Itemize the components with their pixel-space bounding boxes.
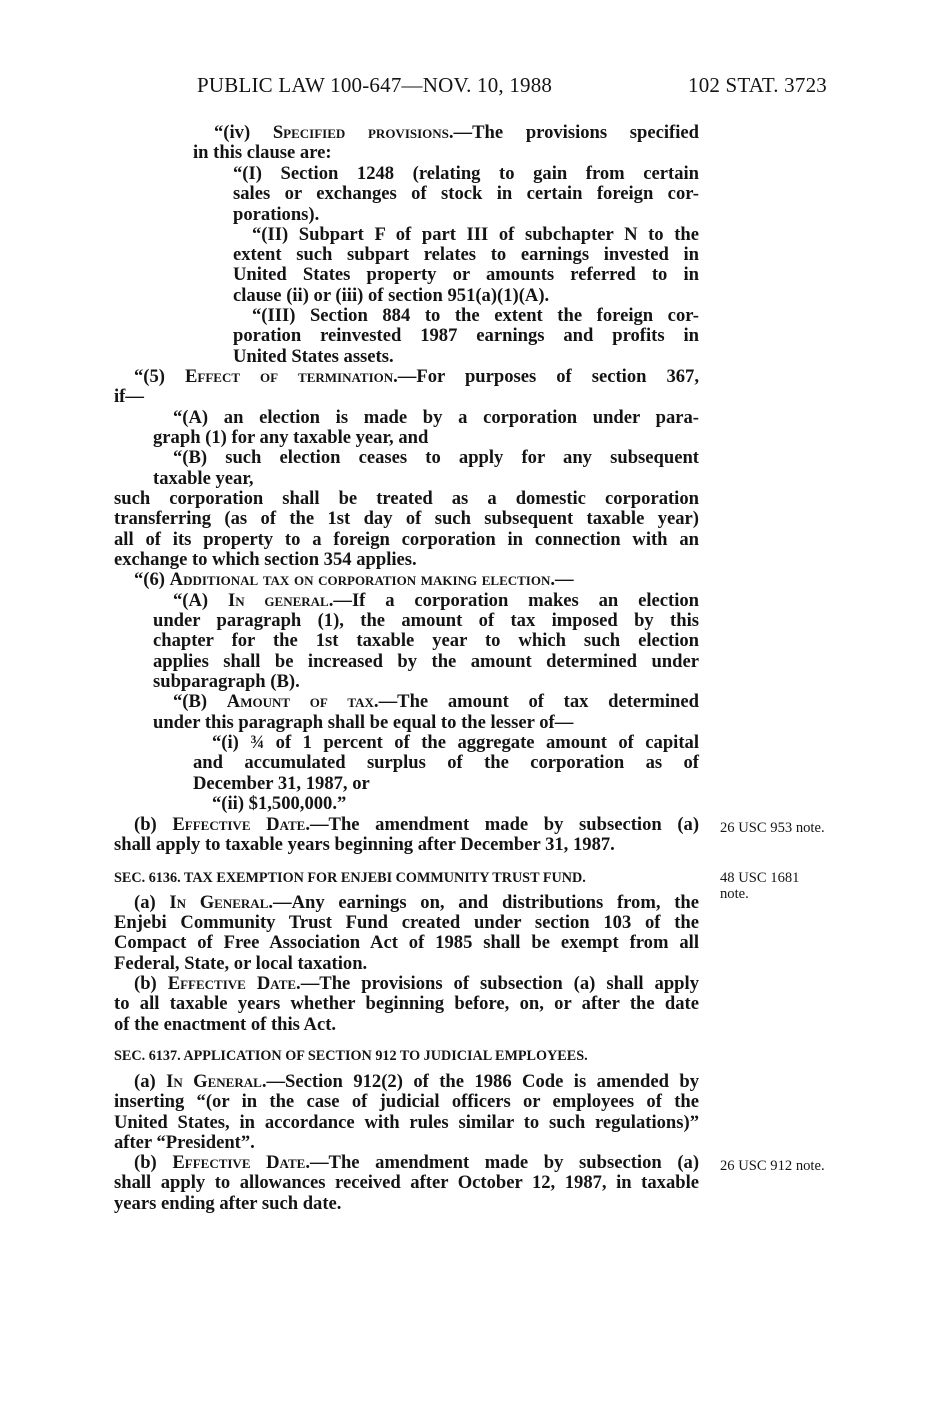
text-line: “(B) Amount of tax.—The amount of tax determined	[173, 691, 699, 712]
text-line: “(ii) $1,500,000.”	[212, 793, 347, 814]
text-line: Compact of Free Association Act of 1985 shall be exempt from all	[114, 932, 699, 953]
running-header-right: 102 STAT. 3723	[688, 73, 827, 97]
text-line: after “President”.	[114, 1132, 255, 1153]
text-line: porations).	[233, 204, 320, 225]
text-line: clause (ii) or (iii) of section 951(a)(1)(A).	[233, 285, 550, 306]
text-line: to all taxable years whether beginning before, on, or after the date	[114, 993, 699, 1014]
text-line: “(A) an election is made by a corporation under para-	[173, 407, 699, 428]
text-line: Federal, State, or local taxation.	[114, 953, 368, 974]
text-line: (a) In General.—Any earnings on, and distributions from, the	[134, 892, 699, 913]
section-heading-6137: SEC. 6137. APPLICATION OF SECTION 912 TO JUDICIAL EMPLOYEES.	[114, 1048, 588, 1064]
text-line: “(III) Section 884 to the extent the foreign cor-	[252, 305, 699, 326]
text-line: (a) In General.—Section 912(2) of the 1986 Code is amended by	[134, 1071, 699, 1092]
text-line: under this paragraph shall be equal to the lesser of—	[153, 712, 574, 733]
text-line: United States assets.	[233, 346, 394, 367]
text-line: applies shall be increased by the amount determined under	[153, 651, 699, 672]
margin-note: 26 USC 953 note.	[720, 820, 825, 836]
text-line: poration reinvested 1987 earnings and profits in	[233, 325, 699, 346]
running-header-left: PUBLIC LAW 100-647—NOV. 10, 1988	[197, 73, 553, 97]
text-line: inserting “(or in the case of judicial officers or employees of the	[114, 1091, 699, 1112]
text-line: “(6) Additional tax on corporation making election.—	[134, 569, 574, 590]
section-heading-6136: SEC. 6136. TAX EXEMPTION FOR ENJEBI COMMUNITY TRUST FUND.	[114, 870, 586, 886]
text-line: if—	[114, 386, 144, 407]
text-line: “(iv) Specified provisions.—The provisions specified	[214, 122, 700, 143]
text-line: “(II) Subpart F of part III of subchapter N to the	[252, 224, 699, 245]
margin-note: 26 USC 912 note.	[720, 1158, 825, 1174]
text-line: subparagraph (B).	[153, 671, 300, 692]
text-line: United States property or amounts referred to in	[233, 264, 699, 285]
text-line: (b) Effective Date.—The amendment made by subsection (a)	[134, 814, 700, 835]
text-line: chapter for the 1st taxable year to which such election	[153, 630, 699, 651]
text-line: transferring (as of the 1st day of such subsequent taxable year)	[114, 508, 699, 529]
text-line: “(i) ¾ of 1 percent of the aggregate amount of capital	[212, 732, 699, 753]
text-line: extent such subpart relates to earnings invested in	[233, 244, 699, 265]
text-line: years ending after such date.	[114, 1193, 342, 1214]
text-line: Enjebi Community Trust Fund created under section 103 of the	[114, 912, 699, 933]
text-line: taxable year,	[153, 468, 254, 489]
margin-note: 48 USC 1681	[720, 870, 800, 886]
text-line: graph (1) for any taxable year, and	[153, 427, 429, 448]
text-line: “(I) Section 1248 (relating to gain from certain	[233, 163, 699, 184]
text-line: of the enactment of this Act.	[114, 1014, 337, 1035]
text-line: and accumulated surplus of the corporation as of	[193, 752, 699, 773]
text-line: shall apply to allowances received after October 12, 1987, in taxable	[114, 1172, 699, 1193]
text-line: (b) Effective Date.—The provisions of subsection (a) shall apply	[134, 973, 699, 994]
text-line: “(A) In general.—If a corporation makes an election	[173, 590, 699, 611]
text-line: “(B) such election ceases to apply for any subsequent	[173, 447, 699, 468]
text-line: sales or exchanges of stock in certain foreign cor-	[233, 183, 699, 204]
text-line: in this clause are:	[193, 142, 332, 163]
text-line: “(5) Effect of termination.—For purposes of section 367,	[134, 366, 699, 387]
text-line: under paragraph (1), the amount of tax imposed by this	[153, 610, 699, 631]
text-line: such corporation shall be treated as a domestic corporation	[114, 488, 699, 509]
text-line: shall apply to taxable years beginning after December 31, 1987.	[114, 834, 615, 855]
text-line: December 31, 1987, or	[193, 773, 370, 794]
text-line: United States, in accordance with rules similar to such regulations)”	[114, 1112, 699, 1133]
margin-note: note.	[720, 886, 749, 902]
text-line: all of its property to a foreign corporation in connection with an	[114, 529, 699, 550]
text-line: (b) Effective Date.—The amendment made by subsection (a)	[134, 1152, 700, 1173]
text-line: exchange to which section 354 applies.	[114, 549, 417, 570]
